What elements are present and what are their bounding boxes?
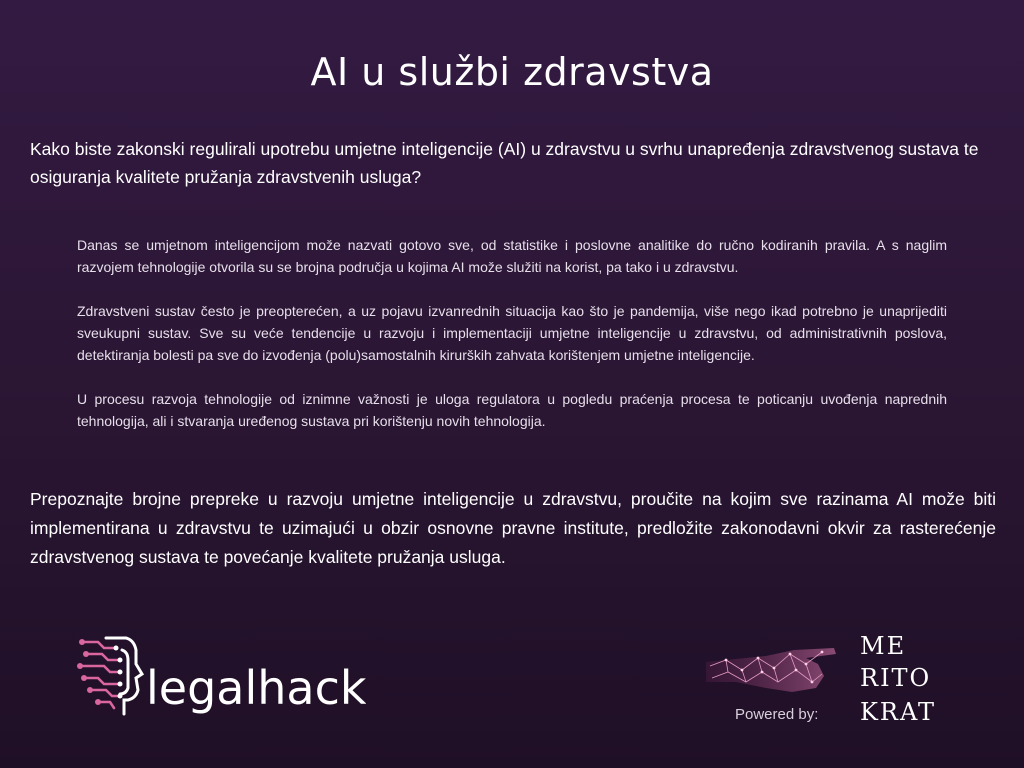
meritokrat-logo-line: KRAT: [860, 698, 937, 726]
intro-paragraph: U procesu razvoja tehnologije od iznimne važnosti je uloga regulatora u pogledu praćenja procesa te poticanju uvođenja naprednih tehnologija, ali i stvaranja uređenog sustava pri korištenju novih tehnologija.: [77, 391, 947, 429]
meritokrat-logo: [858, 628, 958, 728]
task-description: Prepoznajte brojne prepreke u razvoju umjetne inteligencije u zdravstvu, proučite na kojim sve razinama AI može biti implementirana u zdravstvu te uzimajući u obzir osnovne pravne institute, predložite zakonodavni okvir za rasterećenje zdravstvenog sustava te povećanje kvalitete pružanja usluga.: [30, 489, 996, 567]
legalhack-circuit-head-icon: [76, 628, 366, 728]
challenge-question: Kako biste zakonski regulirali upotrebu umjetne inteligencije (AI) u zdravstvu u svrhu unapređenja zdravstvenog sustava te osiguranja kvalitete pružanja zdravstvenih usluga?: [30, 139, 979, 187]
pointing-hand-icon: [706, 642, 838, 696]
page-title: AI u službi zdravstva: [310, 50, 714, 94]
powered-by-label: Powered by:: [735, 706, 819, 723]
meritokrat-logo-line: RITO: [860, 664, 932, 692]
intro-text: [77, 234, 947, 454]
legalhack-logo-text: legalhack: [146, 661, 366, 715]
intro-paragraph: Danas se umjetnom inteligencijom može nazvati gotovo sve, od statistike i poslovne analitike do ručno kodiranih pravila. A s naglim razvojem tehnologije otvorila su se brojna područja u kojima AI može služiti na korist, pa tako i u zdravstvu.: [77, 237, 947, 275]
legalhack-logo: [76, 628, 366, 728]
intro-paragraph: Zdravstveni sustav često je preopterećen, a uz pojavu izvanrednih situacija kao što je pandemija, više nego ikad potrebno je unaprijediti sveukupni sustav. Sve su veće tendencije u razvoju i implementaciji umjetne inteligencije u zdravstvu, od administrativnih poslova, detektiranja bolesti pa sve do izvođenja (polu)samostalnih kirurških zahvata korištenjem umjetne inteligencije.: [77, 303, 947, 363]
meritokrat-logo-line: ME: [860, 632, 907, 660]
